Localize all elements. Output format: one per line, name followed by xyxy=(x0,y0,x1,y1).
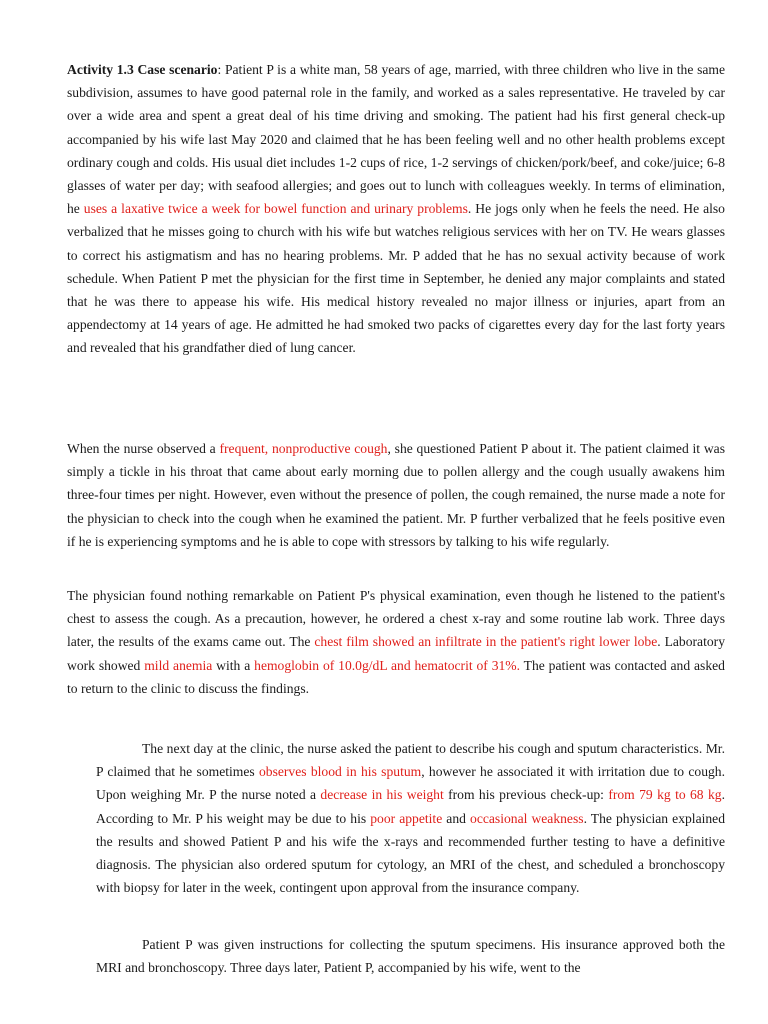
highlighted-finding: mild anemia xyxy=(144,657,213,673)
physical-exam-paragraph xyxy=(67,584,725,700)
text-segment: : Patient P is a white man, 58 years of age, married, with three children who live in the same subdivision, assumes to have good paternal role in the family, and worked as a sales representative. He traveled by car over a wide area and spent a great deal of his time driving and smoking. The patient had his first general check-up accompanied by his wife last May 2020 and claimed that he has been feeling well and no other health problems except ordinary cough and colds. His usual diet includes 1-2 cups of rice, 1-2 servings of chicken/pork/beef, and coke/juice; 6-8 glasses of water per day; with seafood allergies; and goes out to lunch with colleagues weekly. In terms of elimination, he xyxy=(67,62,725,217)
highlighted-finding: poor appetite xyxy=(370,810,443,826)
highlighted-finding: uses a laxative twice a week for bowel function and urinary problems xyxy=(83,201,468,217)
text-segment: from his previous check-up: xyxy=(443,787,609,803)
text-segment: and xyxy=(442,810,471,826)
cough-paragraph xyxy=(67,437,725,553)
clinic-visit-paragraph xyxy=(96,737,725,899)
text-segment: When the nurse observed a xyxy=(67,441,220,456)
highlighted-finding: observes blood in his sputum xyxy=(258,764,422,780)
text-segment: The patient was contacted and asked to return to the clinic to discuss the findings. xyxy=(67,657,725,696)
text-segment: The physician found nothing remarkable on Patient P's physical examination, even though he listened to the patient's chest to assess the cough. As a precaution, however, he ordered a chest x-ray and some routine lab work. Three days later, the results of the exams came out. The xyxy=(67,588,725,650)
text-segment: with a xyxy=(212,657,255,673)
text-segment: . According to Mr. P his weight may be due to his xyxy=(96,787,725,826)
highlighted-finding: decrease in his weight xyxy=(320,787,444,803)
highlighted-finding: frequent, nonproductive cough xyxy=(219,441,388,456)
activity-heading: Activity 1.3 Case scenario xyxy=(67,62,218,77)
highlighted-finding: from 79 kg to 68 kg xyxy=(608,787,722,803)
highlighted-finding: occasional weakness xyxy=(470,810,584,826)
text-segment: . Laboratory work showed xyxy=(67,634,725,673)
text-segment: , she questioned Patient P about it. The patient claimed it was simply a tickle in his throat that came about early morning due to pollen allergy and the cough usually awakens him three-four times per night. However, even without the presence of pollen, the cough remained, the nurse made a note for the physician to check into the cough when he examined the patient. Mr. P further verbalized that he feels positive even if he is experiencing symptoms and he is able to cope with stressors by talking to his wife regularly. xyxy=(67,441,725,549)
sputum-instructions-paragraph xyxy=(96,933,725,979)
text-segment: Patient P was given instructions for collecting the sputum specimens. His insurance approved both the MRI and bronchoscopy. Three days later, Patient P, accompanied by his wife, went to the xyxy=(96,937,725,976)
highlighted-finding: chest film showed an infiltrate in the patient's right lower lobe xyxy=(314,634,658,650)
case-scenario-paragraph xyxy=(67,58,725,360)
text-segment: The next day at the clinic, the nurse asked the patient to describe his cough and sputum characteristics. Mr. P claimed that he sometimes xyxy=(96,741,725,780)
text-segment: . The physician explained the results and showed Patient P and his wife the x-rays and recommended further testing to have a definitive diagnosis. The physician also ordered sputum for cytology, an MRI of the chest, and scheduled a bronchoscopy with biopsy for later in the week, contingent upon approval from the insurance company. xyxy=(96,810,726,896)
highlighted-finding: hemoglobin of 10.0g/dL and hematocrit of 31%. xyxy=(254,657,521,673)
text-segment: . He jogs only when he feels the need. He also verbalized that he misses going to church with his wife but watches religious services with her on TV. He wears glasses to correct his astigmatism and has no hearing problems. Mr. P added that he has no sexual activity because of work schedule. When Patient P met the physician for the first time in September, he denied any major complaints and stated that he was there to appease his wife. His medical history revealed no major illness or injuries, apart from an appendectomy at 14 years of age. He admitted he had smoked two packs of cigarettes every day for the last forty years and revealed that his grandfather died of lung cancer. xyxy=(67,201,725,356)
text-segment: , however he associated it with irritation due to cough. Upon weighing Mr. P the nurse noted a xyxy=(96,764,725,803)
